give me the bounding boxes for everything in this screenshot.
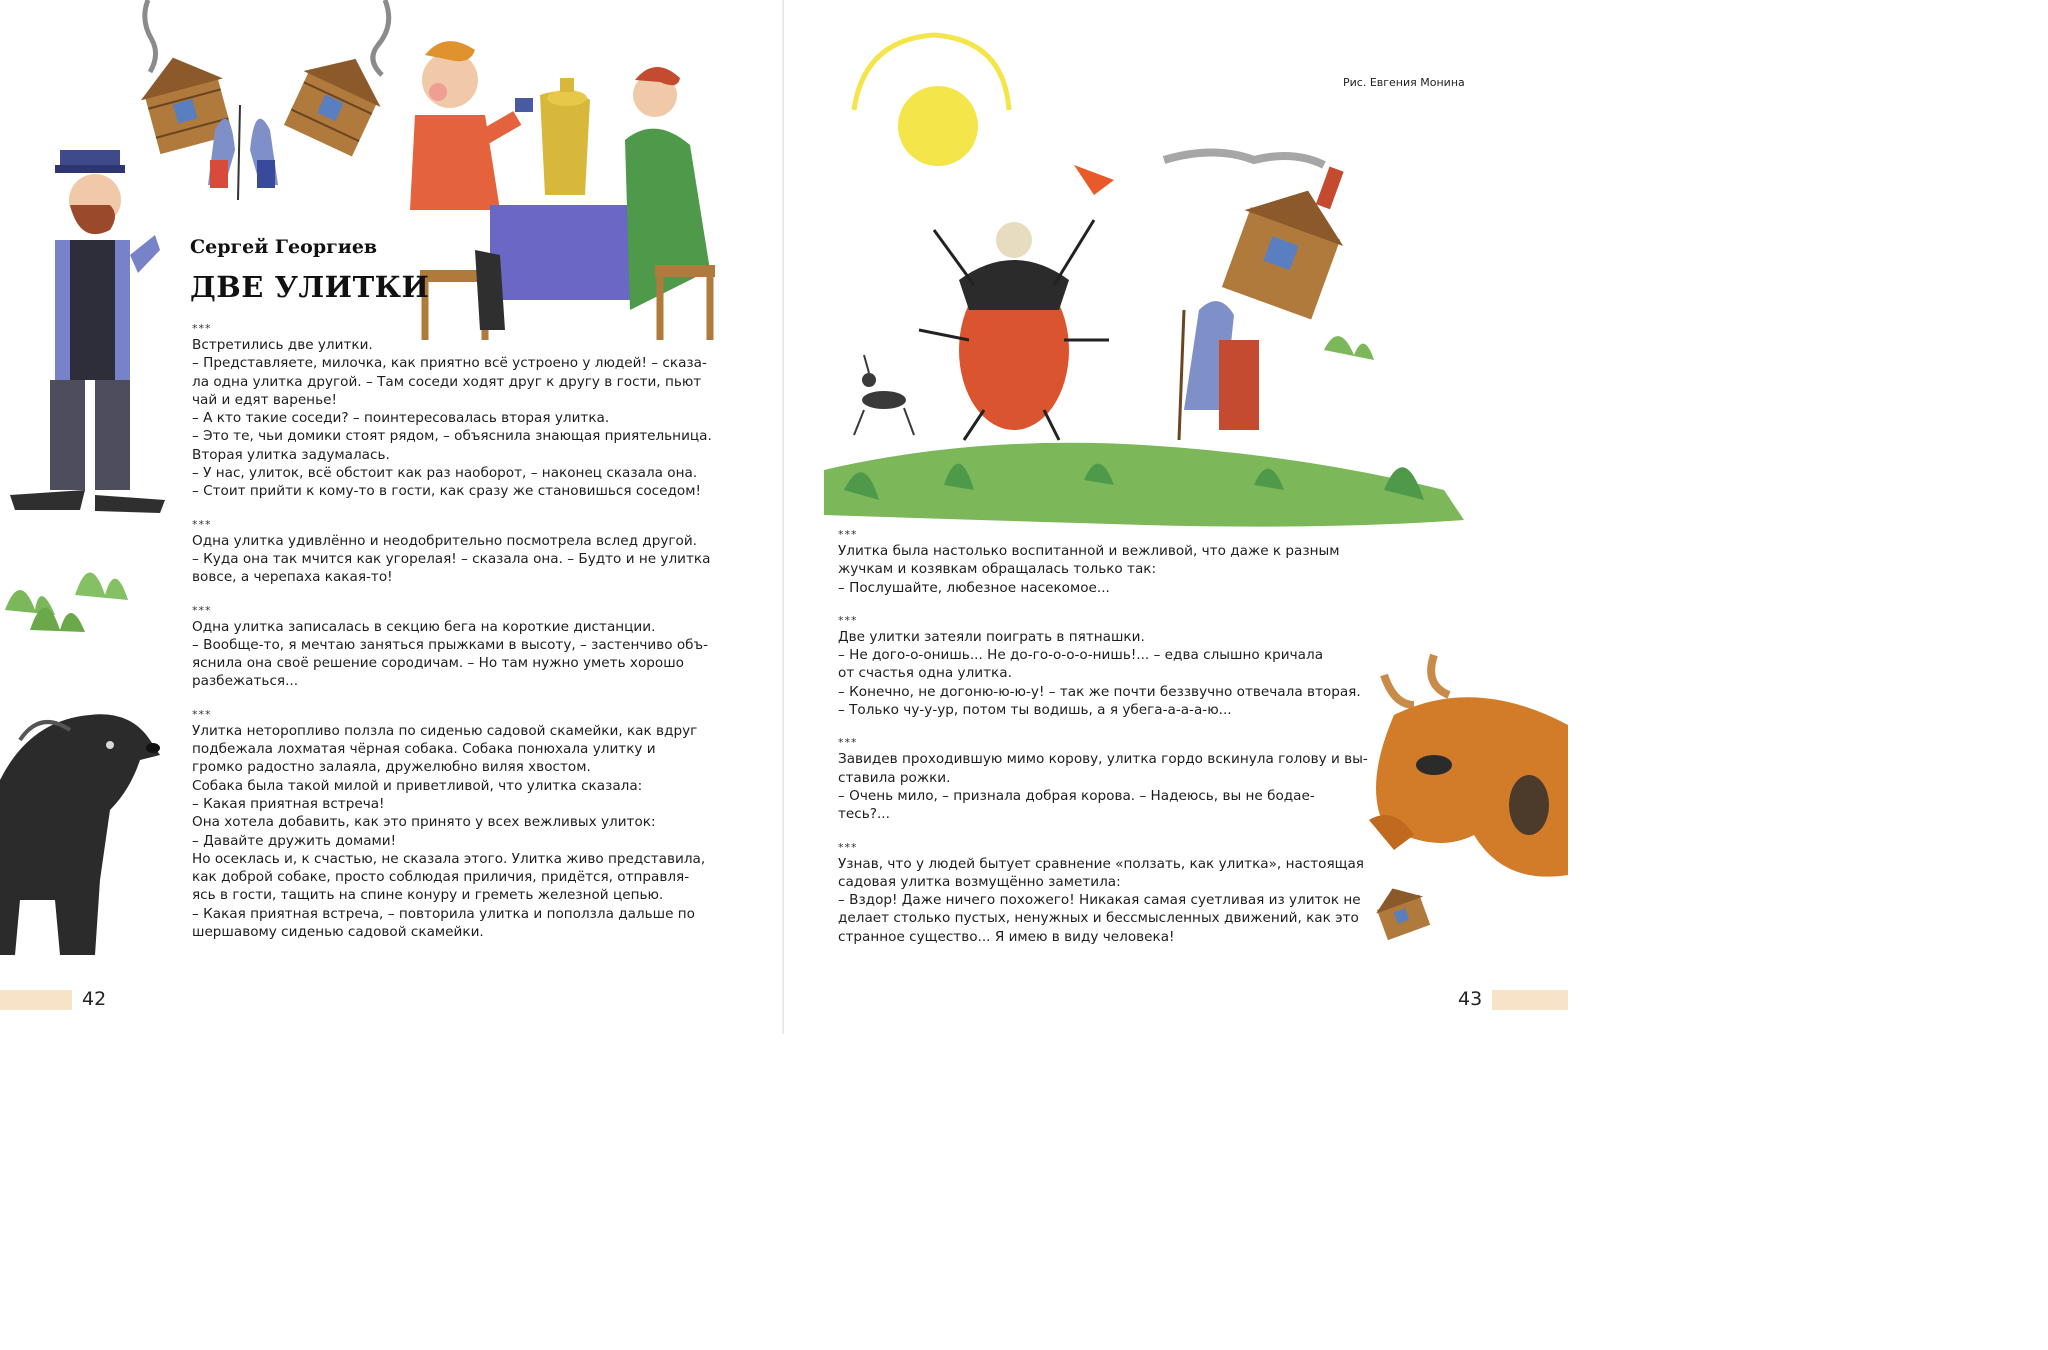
ant: [854, 355, 914, 435]
text-line: Завидев проходившую мимо корову, улитка гордо вскинула голову и вы-: [838, 751, 1368, 768]
separator: ***: [192, 603, 212, 617]
text-line: тесь?...: [838, 806, 890, 823]
text-line: подбежала лохматая чёрная собака. Собака понюхала улитку и: [192, 741, 656, 758]
text-line: – Не дого-о-онишь... Не до-го-о-о-о-нишь!... – едва слышно кричала: [838, 647, 1324, 664]
text-line: Встретились две улитки.: [192, 337, 373, 353]
man-in-cap-illustration: [10, 145, 170, 525]
text-line: – Стоит прийти к кому-то в гости, как сразу же становишься соседом!: [192, 483, 701, 500]
text-line: странное существо... Я имею в виду человека!: [838, 928, 1175, 945]
text-line: – Послушайте, любезное насекомое...: [838, 579, 1110, 596]
text-line: Одна улитка записалась в секцию бега на короткие дистанции.: [192, 618, 656, 635]
right-text-column: [838, 528, 1378, 963]
text-line: жучкам и козявкам обращалась только так:: [838, 561, 1157, 578]
text-line: – Какая приятная встреча!: [192, 795, 385, 812]
grass-illustration: [824, 430, 1464, 540]
story-title: ДВЕ УЛИТКИ: [190, 270, 430, 304]
tea-party-illustration: [390, 20, 725, 350]
author-name: Сергей Георгиев: [190, 236, 378, 258]
story-block: [838, 736, 1378, 823]
text-line: яснила она своё решение сородичам. – Но там нужно уметь хорошо: [192, 655, 684, 672]
right-page: [784, 0, 1568, 1034]
text-line: Две улитки затеяли поиграть в пятнашки.: [838, 628, 1145, 645]
text-line: громко радостно залаяла, дружелюбно виляя хвостом.: [192, 759, 591, 776]
beetle-scene-illustration: [824, 140, 1384, 450]
text-line: – Давайте дружить домами!: [192, 832, 397, 849]
text-line: шершавому сиденью садовой скамейки.: [192, 924, 484, 941]
left-text-column: [192, 322, 732, 958]
text-line: Узнав, что у людей бытует сравнение «ползать, как улитка», настоящая: [838, 855, 1364, 872]
page-number: 43: [1458, 988, 1483, 1010]
text-line: как доброй собаке, просто соблюдая приличия, придётся, отправля-: [192, 869, 690, 886]
illustration-credit: Рис. Евгения Монина: [1343, 76, 1465, 89]
text-line: – Вздор! Даже ничего похожего! Никакая самая суетливая из улиток не: [838, 892, 1361, 909]
text-line: делает столько пустых, ненужных и бессмысленных движений, как это: [838, 910, 1359, 927]
text-line: от счастья одна улитка.: [838, 665, 1012, 682]
text-line: – Представляете, милочка, как приятно всё устроено у людей! – сказа-: [192, 355, 707, 372]
text-line: садовая улитка возмущённо заметила:: [838, 873, 1121, 890]
text-line: Вторая улитка задумалась.: [192, 446, 390, 463]
text-line: Собака была такой милой и приветливой, что улитка сказала:: [192, 777, 643, 794]
separator: ***: [192, 322, 212, 335]
separator: ***: [192, 517, 212, 531]
text-line: Улитка была настолько воспитанной и вежливой, что даже к разным: [838, 543, 1340, 559]
text-line: – Очень мило, – признала добрая корова. – Надеюсь, вы не бодае-: [838, 787, 1315, 804]
text-line: – Конечно, не догоню-ю-ю-у! – так же почти беззвучно отвечала вторая.: [838, 683, 1361, 700]
text-line: ясь в гости, тащить на спине конуру и греметь железной цепью.: [192, 887, 664, 904]
story-block: [838, 528, 1378, 597]
text-line: разбежаться...: [192, 673, 299, 690]
text-line: – А кто такие соседи? – поинтересовалась вторая улитка.: [192, 410, 610, 427]
separator: ***: [192, 707, 212, 721]
snail-house-traveler: [1217, 144, 1367, 321]
page-number: 42: [82, 988, 107, 1010]
text-line: – Вообще-то, я мечтаю заняться прыжками в высоту, – застенчиво объ-: [192, 636, 709, 653]
grass-illustration: [0, 540, 135, 635]
story-block: [192, 708, 732, 942]
dog-illustration: [0, 700, 170, 965]
text-line: Улитка неторопливо ползла по сиденью садовой скамейки, как вдруг: [192, 722, 698, 739]
left-page: [0, 0, 784, 1034]
story-block: [192, 604, 732, 691]
page-number-bar: [0, 990, 72, 1010]
separator: ***: [838, 613, 858, 627]
text-line: чай и едят варенье!: [192, 391, 337, 408]
separator: ***: [838, 840, 858, 854]
story-block: [838, 841, 1378, 946]
snail-houses-illustration: [130, 0, 410, 210]
text-line: Но осеклась и, к счастью, не сказала этого. Улитка живо представила,: [192, 850, 706, 867]
text-line: – У нас, улиток, всё обстоит как раз наоборот, – наконец сказала она.: [192, 465, 698, 482]
separator: ***: [838, 528, 858, 541]
text-line: Она хотела добавить, как это принято у всех вежливых улиток:: [192, 814, 656, 831]
text-line: – Только чу-у-ур, потом ты водишь, а я убега-а-а-а-ю...: [838, 702, 1232, 719]
text-line: Одна улитка удивлённо и неодобрительно посмотрела вслед другой.: [192, 532, 697, 549]
beetle: [919, 220, 1109, 440]
story-block: [192, 518, 732, 587]
separator: ***: [838, 736, 858, 750]
text-line: – Это те, чьи домики стоят рядом, – объяснила знающая приятельница.: [192, 428, 712, 445]
text-line: – Какая приятная встреча, – повторила улитка и поползла дальше по: [192, 905, 696, 922]
text-line: – Куда она так мчится как угорелая! – сказала она. – Будто и не улитка: [192, 550, 711, 567]
cow-illustration: [1354, 635, 1568, 955]
text-line: вовсе, а черепаха какая-то!: [192, 569, 393, 586]
text-line: ла одна улитка другой. – Там соседи ходят друг к другу в гости, пьют: [192, 373, 702, 390]
story-block: [192, 322, 732, 501]
text-line: ставила рожки.: [838, 769, 951, 786]
story-block: [838, 614, 1378, 719]
page-number-bar: [1492, 990, 1568, 1010]
